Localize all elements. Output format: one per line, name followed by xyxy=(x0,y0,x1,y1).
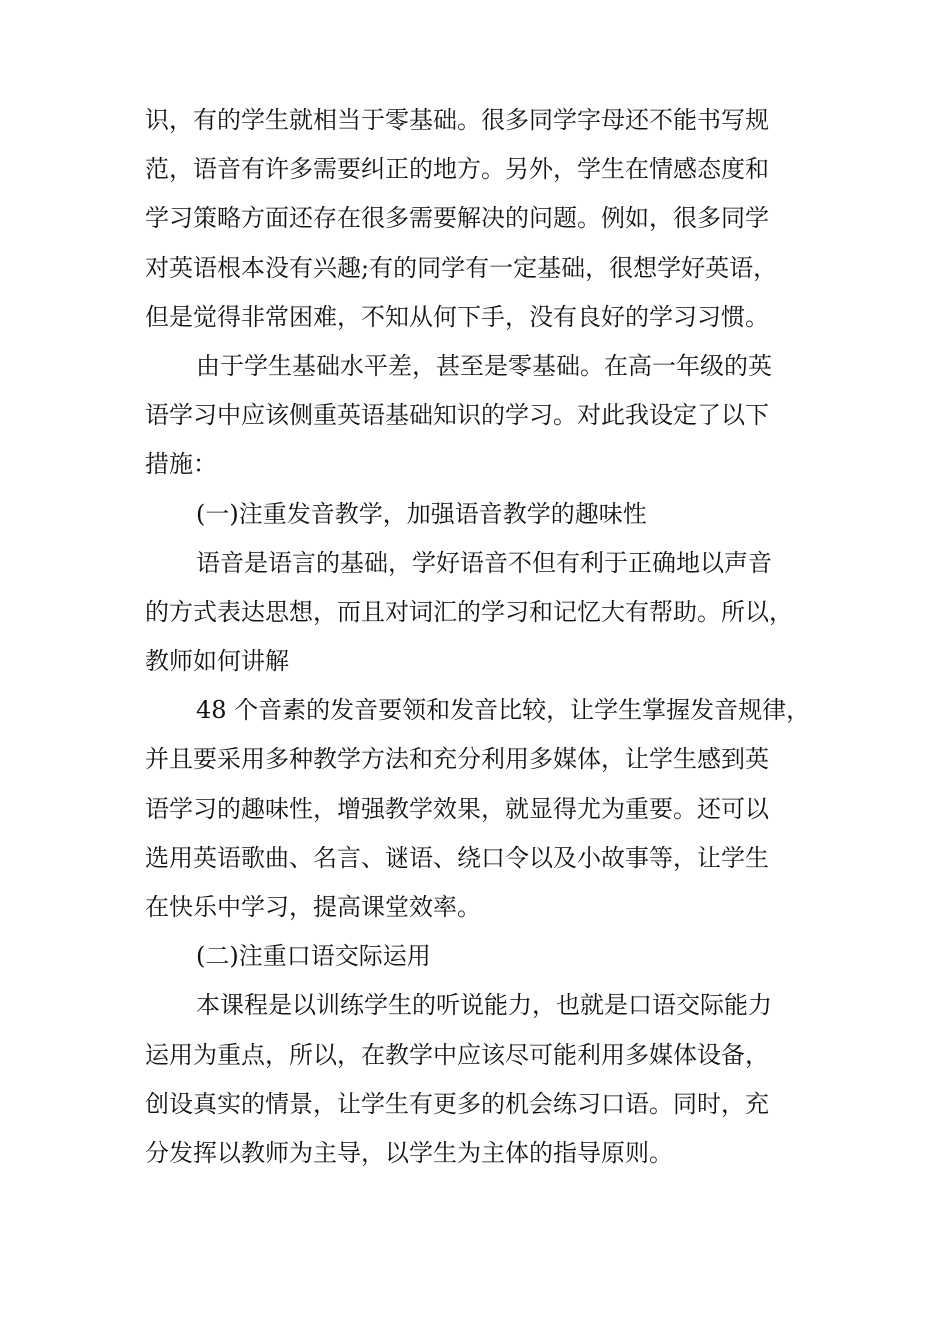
text-line: 运用为重点，所以，在教学中应该尽可能利用多媒体设备， xyxy=(145,1040,769,1069)
text-line: 的方式表达思想，而且对词汇的学习和记忆大有帮助。所以， xyxy=(145,597,793,626)
text-line: 但是觉得非常困难，不知从何下手，没有良好的学习习惯。 xyxy=(145,302,769,331)
text-line: 语学习的趣味性，增强教学效果，就显得尤为重要。还可以 xyxy=(145,794,769,823)
text-line: 由于学生基础水平差，甚至是零基础。在高一年级的英 xyxy=(196,351,772,380)
text-line: 学习策略方面还存在很多需要解决的问题。例如，很多同学 xyxy=(145,204,769,233)
text-line: (二)注重口语交际运用 xyxy=(196,942,431,971)
text-line: 措施： xyxy=(145,450,217,479)
text-line: 分发挥以教师为主导，以学生为主体的指导原则。 xyxy=(145,1138,673,1167)
text-line: 并且要采用多种教学方法和充分利用多媒体，让学生感到英 xyxy=(145,745,769,774)
text-line: 教师如何讲解 xyxy=(145,647,289,676)
text-line: 语音是语言的基础，学好语音不但有利于正确地以声音 xyxy=(196,548,772,577)
text-line: 范，语音有许多需要纠正的地方。另外，学生在情感态度和 xyxy=(145,155,769,184)
text-line: 选用英语歌曲、名言、谜语、绕口令以及小故事等，让学生 xyxy=(145,843,769,872)
document-body xyxy=(145,96,810,1178)
text-line: 在快乐中学习，提高课堂效率。 xyxy=(145,893,481,921)
text-line: 语学习中应该侧重英语基础知识的学习。对此我设定了以下 xyxy=(145,401,769,430)
text-line: 创设真实的情景，让学生有更多的机会练习口语。同时，充 xyxy=(145,1089,769,1118)
text-line: (一)注重发音教学，加强语音教学的趣味性 xyxy=(196,499,647,528)
text-line: 本课程是以训练学生的听说能力，也就是口语交际能力 xyxy=(196,991,772,1020)
text-line: 识，有的学生就相当于零基础。很多同学字母还不能书写规 xyxy=(145,106,769,134)
text-line: 48 个音素的发音要领和发音比较，让学生掌握发音规律， xyxy=(196,696,811,725)
text-line: 对英语根本没有兴趣;有的同学有一定基础，很想学好英语， xyxy=(145,253,778,282)
